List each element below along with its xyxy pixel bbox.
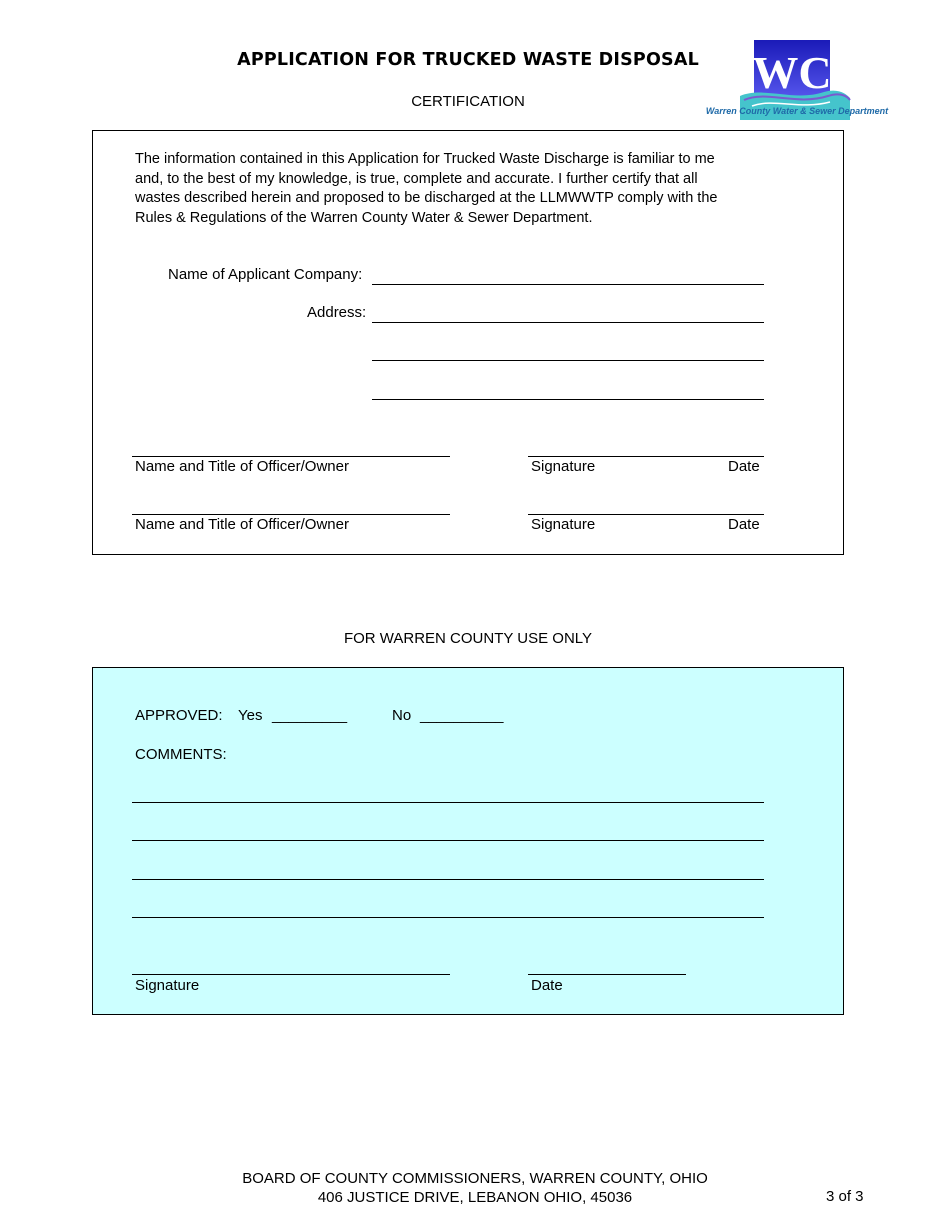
address-line-3[interactable] <box>372 399 764 400</box>
comment-line-2[interactable] <box>132 840 764 841</box>
signature-label-1: Signature <box>531 458 596 475</box>
warren-county-logo <box>704 38 890 126</box>
signature-line-2[interactable] <box>528 514 764 515</box>
yes-blank[interactable]: _________ <box>272 707 348 724</box>
comments-label: COMMENTS: <box>135 746 227 763</box>
address-label: Address: <box>307 304 367 321</box>
signature-line-1[interactable] <box>528 456 764 457</box>
date-label-1: Date <box>728 458 760 475</box>
logo-monogram: WC <box>752 47 832 98</box>
company-label: Name of Applicant Company: <box>168 266 363 283</box>
logo-caption: Warren County Water & Sewer Department <box>705 106 889 116</box>
yes-label: Yes <box>238 707 263 724</box>
footer-line-1: BOARD OF COUNTY COMMISSIONERS, WARREN COUNTY, OHIO <box>242 1170 708 1187</box>
comment-line-4[interactable] <box>132 917 764 918</box>
no-blank[interactable]: __________ <box>420 707 504 724</box>
footer-line-2: 406 JUSTICE DRIVE, LEBANON OHIO, 45036 <box>317 1189 633 1206</box>
address-line-1[interactable] <box>372 322 764 323</box>
form-subtitle: CERTIFICATION <box>411 93 525 110</box>
paragraph-line: wastes described herein and proposed to be discharged at the LLMWWTP comply with the <box>135 190 718 206</box>
officer-label-2: Name and Title of Officer/Owner <box>135 516 349 533</box>
approved-label: APPROVED: <box>135 707 223 724</box>
comment-line-1[interactable] <box>132 802 764 803</box>
company-name-line[interactable] <box>372 284 764 285</box>
county-date-line[interactable] <box>528 974 686 975</box>
officer-name-line-2[interactable] <box>132 514 450 515</box>
signature-label-2: Signature <box>531 516 596 533</box>
comment-line-3[interactable] <box>132 879 764 880</box>
no-label: No <box>392 707 412 724</box>
paragraph-line: and, to the best of my knowledge, is true, complete and accurate. I further certify that all <box>135 170 698 187</box>
paragraph-line: The information contained in this Application for Trucked Waste Discharge is familiar to me <box>135 151 715 167</box>
address-line-2[interactable] <box>372 360 764 361</box>
page-number: 3 of 3 <box>826 1188 864 1205</box>
certification-paragraph <box>135 150 775 228</box>
officer-label-1: Name and Title of Officer/Owner <box>135 458 349 475</box>
paragraph-line: Rules & Regulations of the Warren County Water & Sewer Department. <box>135 209 593 226</box>
form-title: APPLICATION FOR TRUCKED WASTE DISPOSAL <box>237 50 699 70</box>
county-date-label: Date <box>531 977 563 994</box>
county-signature-label: Signature <box>135 977 200 994</box>
officer-name-line-1[interactable] <box>132 456 450 457</box>
county-signature-line[interactable] <box>132 974 450 975</box>
date-label-2: Date <box>728 516 760 533</box>
county-use-heading: FOR WARREN COUNTY USE ONLY <box>343 630 593 647</box>
